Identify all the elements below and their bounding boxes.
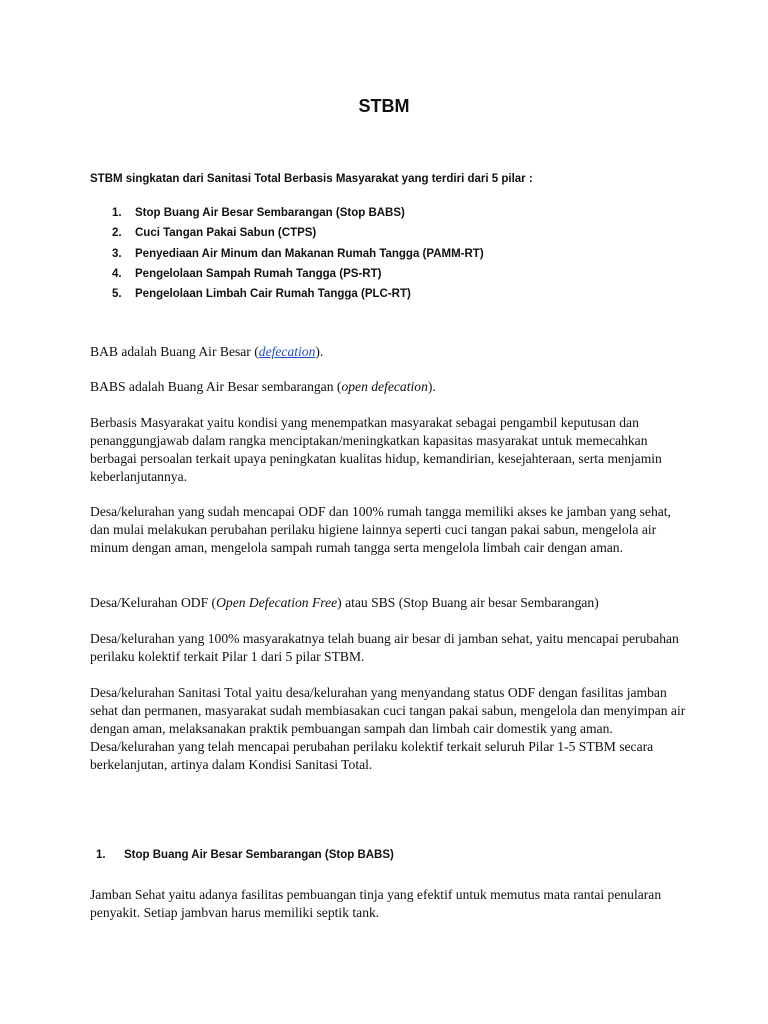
list-item — [112, 267, 484, 287]
list-item — [112, 287, 484, 307]
list-number: 5. — [112, 288, 122, 301]
defecation-link[interactable]: defecation — [258, 344, 316, 359]
pillar-list — [112, 206, 484, 307]
babs-text-end: ). — [427, 379, 436, 394]
bab-definition — [90, 343, 690, 361]
desa-sanitasi-paragraph: Desa/kelurahan Sanitasi Total yaitu desa/kelurahan yang menyandang status ODF dengan fasilitas jamban sehat dan permanen, masyarakat sudah membiasakan cuci tangan pakai sabun, mengelola dan menyimpan air dengan aman, melaksanakan praktik pembuangan sampah dan limbah cair domestik yang aman. Desa/kelurahan yang telah mencapai perubahan perilaku kolektif terkait seluruh Pilar 1-5 STBM secara berkelanjutan, artinya dalam Kondisi Sanitasi Total. — [90, 685, 686, 772]
list-item — [112, 206, 484, 226]
section-label: Stop Buang Air Besar Sembarangan (Stop BABS) — [124, 849, 394, 861]
babs-text: BABS adalah Buang Air Besar sembarangan ( — [90, 379, 342, 394]
section-number: 1. — [96, 849, 106, 861]
list-number: 3. — [112, 247, 122, 260]
desa-100-paragraph: Desa/kelurahan yang 100% masyarakatnya telah buang air besar di jamban sehat, yaitu mencapai perubahan perilaku kolektif terkait Pilar 1 dari 5 pilar STBM. — [90, 631, 679, 664]
list-item-label: Pengelolaan Sampah Rumah Tangga (PS-RT) — [135, 267, 382, 280]
document-title: STBM — [358, 96, 410, 116]
list-number: 1. — [112, 207, 122, 219]
list-item-label: Penyediaan Air Minum dan Makanan Rumah Tangga (PAMM-RT) — [135, 247, 484, 260]
bab-text-end: ). — [315, 344, 324, 359]
list-item — [112, 226, 484, 246]
list-item — [112, 247, 484, 267]
intro-text: STBM singkatan dari Sanitasi Total Berbasis Masyarakat yang terdiri dari 5 pilar : — [90, 173, 533, 185]
list-number: 2. — [112, 227, 122, 240]
list-item-label: Cuci Tangan Pakai Sabun (CTPS) — [135, 227, 317, 240]
list-item-label: Stop Buang Air Besar Sembarangan (Stop BABS) — [135, 207, 405, 219]
desa-odf-paragraph: Desa/kelurahan yang sudah mencapai ODF dan 100% rumah tangga memiliki akses ke jamban yang sehat, dan mulai melakukan perubahan perilaku higiene lainnya seperti cuci tangan pakai sabun, mengelola air minum dengan aman, mengelola sampah rumah tangga serta mengelola limbah cair dengan aman. — [90, 504, 671, 555]
babs-emphasis: open defecation — [341, 379, 428, 394]
list-item-label: Pengelolaan Limbah Cair Rumah Tangga (PLC-RT) — [135, 288, 411, 301]
desa-odf-definition — [90, 594, 690, 612]
list-number: 4. — [112, 267, 122, 280]
jamban-paragraph: Jamban Sehat yaitu adanya fasilitas pembuangan tinja yang efektif untuk memutus mata rantai penularan penyakit. Setiap jambvan harus memiliki septik tank. — [90, 887, 662, 920]
berbasis-paragraph: Berbasis Masyarakat yaitu kondisi yang menempatkan masyarakat sebagai pengambil keputusan dan penanggungjawab dalam rangka menciptakan/meningkatkan kapasitas masyarakat untuk memecahkan berbagai persoalan terkait upaya peningkatan kualitas hidup, kemandirian, kesejahteraan, serta menjamin keberlanjutannya. — [90, 415, 662, 484]
odf-text: Desa/Kelurahan ODF ( — [90, 595, 217, 610]
odf-emphasis: Open Defecation Free — [216, 595, 338, 610]
bab-text: BAB adalah Buang Air Besar ( — [90, 344, 259, 359]
section-heading — [96, 849, 394, 861]
babs-definition — [90, 378, 690, 396]
odf-text-end: ) atau SBS (Stop Buang air besar Sembarangan) — [337, 595, 599, 610]
